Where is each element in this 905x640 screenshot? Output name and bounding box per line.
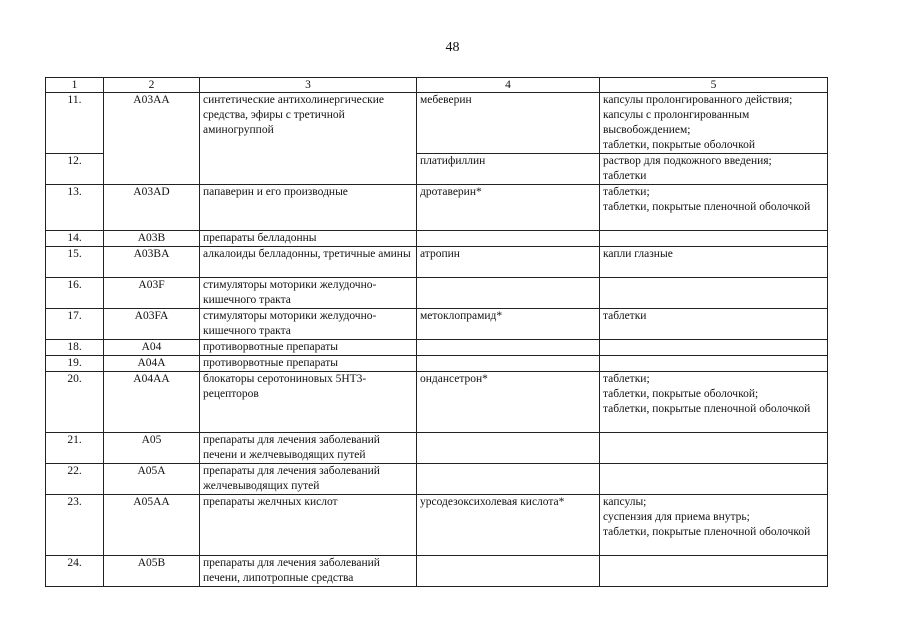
dosage-forms: таблетки bbox=[600, 309, 828, 340]
drug-name: метоклопрамид* bbox=[417, 309, 600, 340]
table-row bbox=[46, 356, 828, 372]
atc-code: A03AA bbox=[104, 93, 200, 185]
dosage-forms bbox=[600, 231, 828, 247]
dosage-forms: таблетки; таблетки, покрытые пленочной оболочкой bbox=[600, 185, 828, 231]
group-name: стимуляторы моторики желудочно-кишечного тракта bbox=[200, 278, 417, 309]
atc-code: A03FA bbox=[104, 309, 200, 340]
dosage-forms: таблетки; таблетки, покрытые оболочкой; таблетки, покрытые пленочной оболочкой bbox=[600, 372, 828, 433]
group-name: препараты для лечения заболеваний желчевыводящих путей bbox=[200, 464, 417, 495]
row-number: 23. bbox=[46, 495, 104, 556]
row-number: 13. bbox=[46, 185, 104, 231]
table-row bbox=[46, 340, 828, 356]
drug-table bbox=[45, 77, 828, 587]
group-name: препараты белладонны bbox=[200, 231, 417, 247]
atc-code: A03F bbox=[104, 278, 200, 309]
group-name: препараты желчных кислот bbox=[200, 495, 417, 556]
header-cell: 4 bbox=[417, 78, 600, 93]
table-row bbox=[46, 464, 828, 495]
group-name: стимуляторы моторики желудочно-кишечного тракта bbox=[200, 309, 417, 340]
table-row bbox=[46, 372, 828, 433]
row-number: 19. bbox=[46, 356, 104, 372]
drug-name bbox=[417, 340, 600, 356]
table-row bbox=[46, 556, 828, 587]
drug-name: мебеверин bbox=[417, 93, 600, 154]
group-name: синтетические антихолинергические средства, эфиры с третичной аминогруппой bbox=[200, 93, 417, 185]
atc-code: A04 bbox=[104, 340, 200, 356]
dosage-forms bbox=[600, 464, 828, 495]
drug-name bbox=[417, 356, 600, 372]
table-row bbox=[46, 278, 828, 309]
drug-name bbox=[417, 556, 600, 587]
drug-name: платифиллин bbox=[417, 154, 600, 185]
header-row bbox=[46, 78, 828, 93]
group-name: противорвотные препараты bbox=[200, 340, 417, 356]
atc-code: A03BA bbox=[104, 247, 200, 278]
header-cell: 3 bbox=[200, 78, 417, 93]
row-number: 11. bbox=[46, 93, 104, 154]
table-row bbox=[46, 185, 828, 231]
row-number: 20. bbox=[46, 372, 104, 433]
table-row bbox=[46, 495, 828, 556]
table-row bbox=[46, 309, 828, 340]
row-number: 14. bbox=[46, 231, 104, 247]
atc-code: A05B bbox=[104, 556, 200, 587]
dosage-forms bbox=[600, 356, 828, 372]
drug-name: дротаверин* bbox=[417, 185, 600, 231]
group-name: алкалоиды белладонны, третичные амины bbox=[200, 247, 417, 278]
table-row bbox=[46, 93, 828, 154]
header-cell: 1 bbox=[46, 78, 104, 93]
group-name: блокаторы серотониновых 5НТ3-рецепторов bbox=[200, 372, 417, 433]
table-row bbox=[46, 231, 828, 247]
atc-code: A04AA bbox=[104, 372, 200, 433]
drug-name bbox=[417, 433, 600, 464]
atc-code: A03B bbox=[104, 231, 200, 247]
atc-code: A03AD bbox=[104, 185, 200, 231]
row-number: 18. bbox=[46, 340, 104, 356]
dosage-forms: капли глазные bbox=[600, 247, 828, 278]
drug-name: ондансетрон* bbox=[417, 372, 600, 433]
row-number: 15. bbox=[46, 247, 104, 278]
row-number: 24. bbox=[46, 556, 104, 587]
dosage-forms: раствор для подкожного введения; таблетки bbox=[600, 154, 828, 185]
dosage-forms bbox=[600, 278, 828, 309]
header-cell: 5 bbox=[600, 78, 828, 93]
header-cell: 2 bbox=[104, 78, 200, 93]
row-number: 12. bbox=[46, 154, 104, 185]
dosage-forms bbox=[600, 556, 828, 587]
dosage-forms: капсулы; суспензия для приема внутрь; таблетки, покрытые пленочной оболочкой bbox=[600, 495, 828, 556]
atc-code: A04A bbox=[104, 356, 200, 372]
row-number: 17. bbox=[46, 309, 104, 340]
group-name: противорвотные препараты bbox=[200, 356, 417, 372]
dosage-forms bbox=[600, 340, 828, 356]
group-name: препараты для лечения заболеваний печени, липотропные средства bbox=[200, 556, 417, 587]
group-name: препараты для лечения заболеваний печени и желчевыводящих путей bbox=[200, 433, 417, 464]
dosage-forms bbox=[600, 433, 828, 464]
drug-name: урсодезоксихолевая кислота* bbox=[417, 495, 600, 556]
drug-name: атропин bbox=[417, 247, 600, 278]
drug-name bbox=[417, 278, 600, 309]
atc-code: A05AA bbox=[104, 495, 200, 556]
row-number: 16. bbox=[46, 278, 104, 309]
group-name: папаверин и его производные bbox=[200, 185, 417, 231]
row-number: 21. bbox=[46, 433, 104, 464]
table-row bbox=[46, 247, 828, 278]
dosage-forms: капсулы пролонгированного действия; капсулы с пролонгированным высвобождением; таблетки, покрытые оболочкой bbox=[600, 93, 828, 154]
atc-code: A05A bbox=[104, 464, 200, 495]
table-row bbox=[46, 433, 828, 464]
drug-name bbox=[417, 464, 600, 495]
row-number: 22. bbox=[46, 464, 104, 495]
atc-code: A05 bbox=[104, 433, 200, 464]
drug-name bbox=[417, 231, 600, 247]
page-number: 48 bbox=[445, 40, 460, 55]
